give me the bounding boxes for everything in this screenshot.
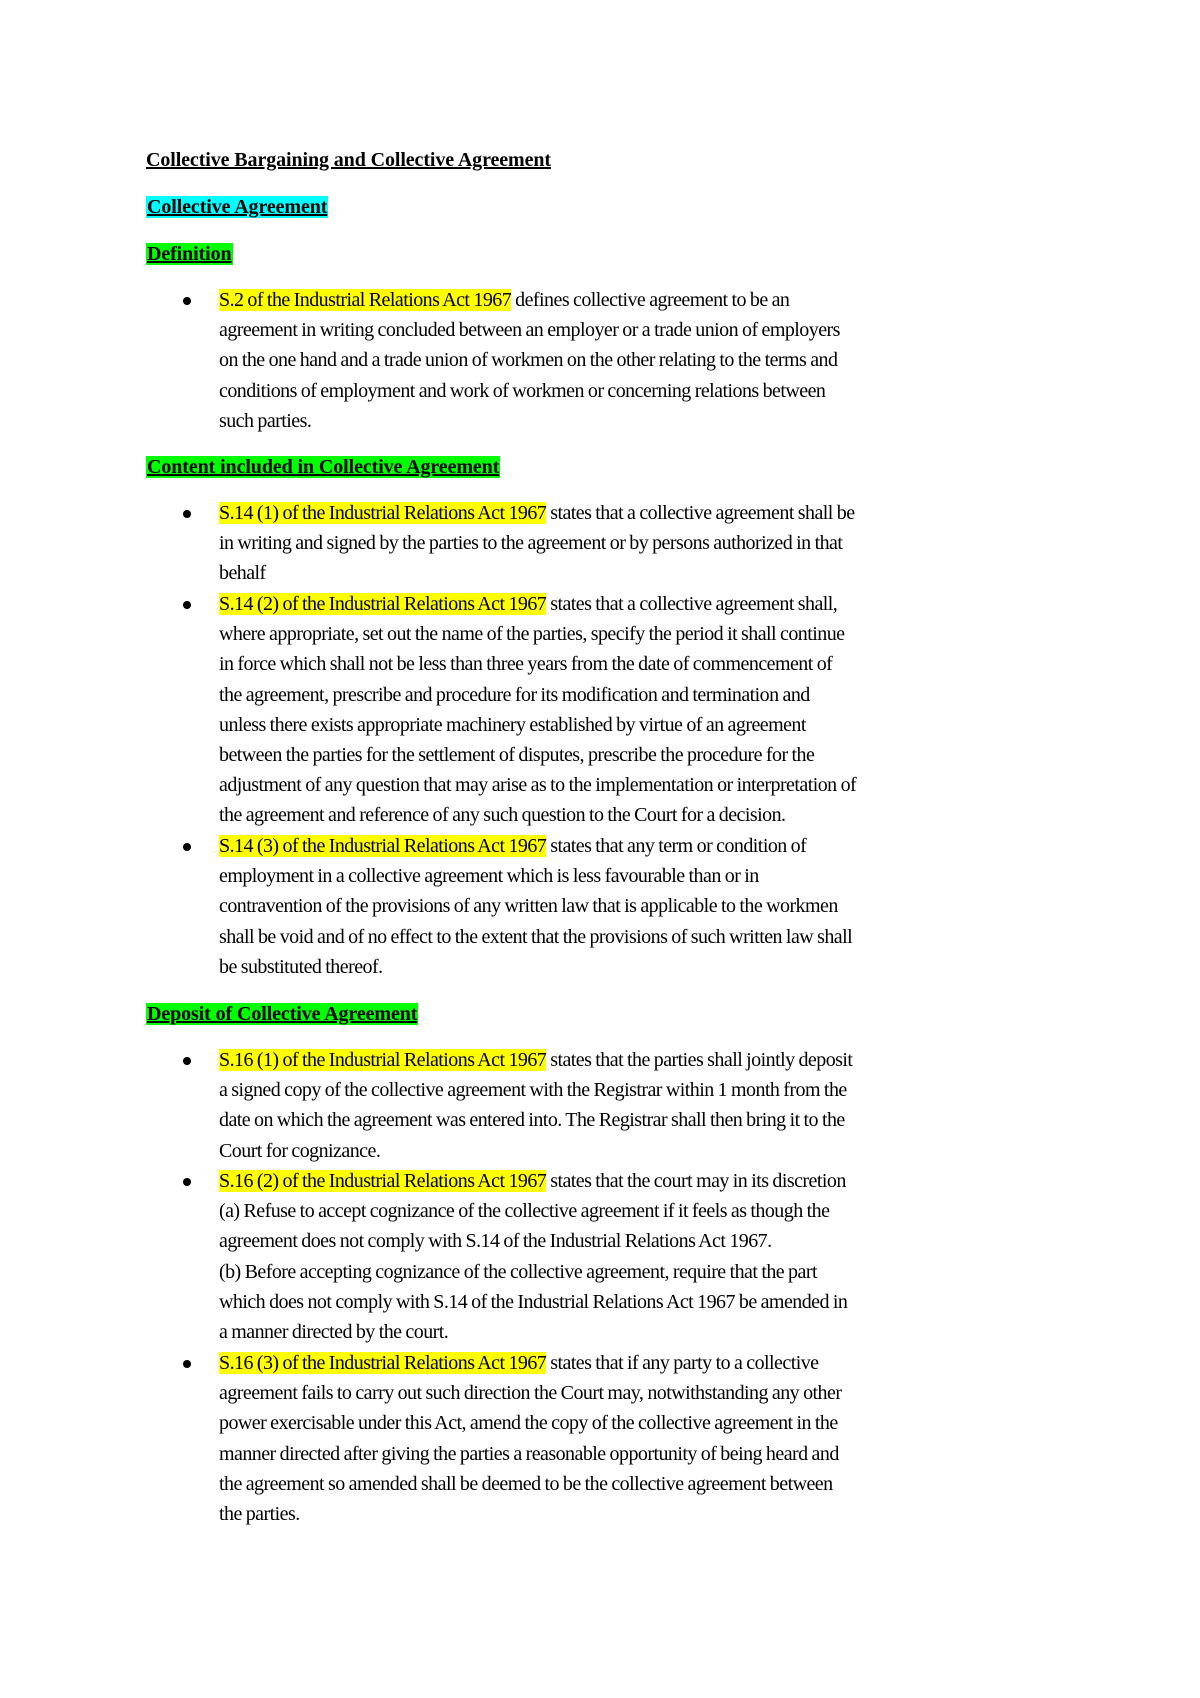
paragraph-line: where appropriate, set out the name of the parties, specify the period it shall continue [219, 623, 845, 646]
subheading-text: Definition [147, 243, 232, 265]
paragraph-line [219, 285, 1099, 315]
paragraph-line: behalf [219, 562, 266, 585]
paragraph-line: the agreement, prescribe and procedure for its modification and termination and [219, 683, 810, 706]
list-item-s16-2 [219, 1166, 1099, 1347]
list-item-s16-3 [219, 1348, 1099, 1529]
paragraph-line [219, 1045, 1099, 1075]
section-heading-text: Collective Agreement [147, 196, 328, 218]
paragraph-line: the parties. [219, 1503, 300, 1526]
paragraph-line: (a) Refuse to accept cognizance of the collective agreement if it feels as though the [219, 1200, 830, 1223]
citation-highlight: S.16 (1) of the Industrial Relations Act 1967 [219, 1049, 547, 1071]
paragraph-line [219, 589, 1099, 619]
text-span: states that the court may in its discretion [546, 1170, 846, 1192]
paragraph-line: between the parties for the settlement of disputes, prescribe the procedure for the [219, 744, 815, 767]
paragraph-line: be substituted thereof. [219, 955, 383, 978]
paragraph-line: such parties. [219, 409, 312, 432]
subheading-content-included [146, 455, 500, 479]
citation-highlight: S.14 (3) of the Industrial Relations Act 1967 [219, 835, 547, 857]
bullet-icon [183, 601, 191, 609]
paragraph-line: a signed copy of the collective agreement with the Registrar within 1 month from the [219, 1079, 847, 1102]
paragraph-line: on the one hand and a trade union of workmen on the other relating to the terms and [219, 349, 838, 372]
bullet-icon [183, 297, 191, 305]
paragraph-line: agreement fails to carry out such direction the Court may, notwithstanding any other [219, 1382, 842, 1405]
subheading-deposit [146, 1002, 418, 1026]
paragraph-line: agreement in writing concluded between an employer or a trade union of employers [219, 319, 840, 342]
paragraph-line: unless there exists appropriate machinery established by virtue of an agreement [219, 713, 806, 736]
paragraph-line: the agreement and reference of any such question to the Court for a decision. [219, 804, 786, 827]
document-title [146, 148, 551, 172]
citation-highlight: S.2 of the Industrial Relations Act 1967 [219, 289, 512, 311]
paragraph-line: conditions of employment and work of workmen or concerning relations between [219, 379, 826, 402]
paragraph-line: adjustment of any question that may arise as to the implementation or interpretation of [219, 774, 857, 797]
section-heading-collective-agreement [146, 195, 328, 219]
paragraph-line: contravention of the provisions of any written law that is applicable to the workmen [219, 895, 838, 918]
paragraph-line: a manner directed by the court. [219, 1321, 449, 1344]
list-item-s14-3 [219, 831, 1099, 982]
text-span: states that the parties shall jointly deposit [546, 1049, 853, 1071]
paragraph-line: Court for cognizance. [219, 1139, 381, 1162]
subheading-text: Deposit of Collective Agreement [147, 1003, 418, 1025]
paragraph-line: employment in a collective agreement which is less favourable than or in [219, 865, 759, 888]
paragraph-line: shall be void and of no effect to the extent that the provisions of such written law shall [219, 925, 853, 948]
paragraph-line [219, 498, 1099, 528]
text-span: states that a collective agreement shall, [546, 593, 838, 615]
citation-highlight: S.16 (2) of the Industrial Relations Act 1967 [219, 1170, 547, 1192]
bullet-icon [183, 843, 191, 851]
bullet-icon [183, 1178, 191, 1186]
bullet-icon [183, 1360, 191, 1368]
paragraph-line [219, 1166, 1099, 1196]
subheading-text: Content included in Collective Agreement [147, 456, 500, 478]
paragraph-line: manner directed after giving the parties a reasonable opportunity of being heard and [219, 1442, 839, 1465]
document-title-text: Collective Bargaining and Collective Agreement [146, 149, 551, 171]
paragraph-line: agreement does not comply with S.14 of the Industrial Relations Act 1967. [219, 1230, 772, 1253]
bullet-icon [183, 510, 191, 518]
paragraph-line: in force which shall not be less than three years from the date of commencement of [219, 653, 833, 676]
text-span: defines collective agreement to be an [511, 289, 790, 311]
text-span: states that if any party to a collective [546, 1352, 819, 1374]
list-item-definition-s2 [219, 285, 1099, 436]
citation-highlight: S.14 (1) of the Industrial Relations Act 1967 [219, 502, 547, 524]
paragraph-line: (b) Before accepting cognizance of the collective agreement, require that the part [219, 1260, 817, 1283]
citation-highlight: S.14 (2) of the Industrial Relations Act 1967 [219, 593, 547, 615]
paragraph-line: date on which the agreement was entered into. The Registrar shall then bring it to the [219, 1109, 845, 1132]
paragraph-line: in writing and signed by the parties to the agreement or by persons authorized in that [219, 532, 843, 555]
list-item-s16-1 [219, 1045, 1099, 1166]
list-item-s14-1 [219, 498, 1099, 589]
paragraph-line [219, 1348, 1099, 1378]
paragraph-line [219, 831, 1099, 861]
text-span: states that any term or condition of [546, 835, 807, 857]
list-item-s14-2 [219, 589, 1099, 831]
paragraph-line: the agreement so amended shall be deemed to be the collective agreement between [219, 1472, 833, 1495]
text-span: states that a collective agreement shall be [546, 502, 855, 524]
bullet-icon [183, 1057, 191, 1065]
paragraph-line: power exercisable under this Act, amend the copy of the collective agreement in the [219, 1412, 838, 1435]
subheading-definition [146, 242, 233, 266]
paragraph-line: which does not comply with S.14 of the Industrial Relations Act 1967 be amended in [219, 1290, 848, 1313]
citation-highlight: S.16 (3) of the Industrial Relations Act 1967 [219, 1352, 547, 1374]
